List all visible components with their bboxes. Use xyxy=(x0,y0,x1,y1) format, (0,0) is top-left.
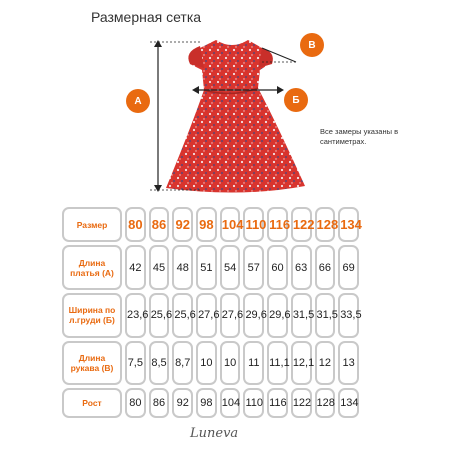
table-cell: 134 xyxy=(338,388,359,418)
table-cell: 13 xyxy=(338,341,359,386)
table-cell: 25,6 xyxy=(172,293,193,338)
table-cell: 104 xyxy=(220,207,241,242)
dress-shape xyxy=(166,40,305,193)
table-cell: 128 xyxy=(315,388,336,418)
table-cell: 92 xyxy=(172,388,193,418)
page-title: Размерная сетка xyxy=(91,9,202,25)
table-cell: 104 xyxy=(220,388,241,418)
table-cell: 80 xyxy=(125,207,146,242)
table-cell: 63 xyxy=(291,245,312,290)
table-cell: 51 xyxy=(196,245,217,290)
table-cell: 116 xyxy=(267,388,288,418)
row-header: Рост xyxy=(62,388,122,418)
table-cell: 80 xyxy=(125,388,146,418)
table-cell: 31,5 xyxy=(315,293,336,338)
brand-logo: Luneva xyxy=(190,426,239,441)
table-cell: 98 xyxy=(196,388,217,418)
table-cell: 11 xyxy=(243,341,264,386)
table-cell: 25,6 xyxy=(149,293,170,338)
table-cell: 54 xyxy=(220,245,241,290)
size-header-row xyxy=(62,207,359,242)
table-cell: 27,6 xyxy=(196,293,217,338)
table-row xyxy=(62,245,359,290)
table-cell: 11,1 xyxy=(267,341,288,386)
table-cell: 7,5 xyxy=(125,341,146,386)
table-cell: 12,1 xyxy=(291,341,312,386)
table-cell: 60 xyxy=(267,245,288,290)
table-cell: 128 xyxy=(315,207,336,242)
row-header: Размер xyxy=(62,207,122,242)
row-header: Длина платья (А) xyxy=(62,245,122,290)
table-cell: 23,6 xyxy=(125,293,146,338)
table-cell: 134 xyxy=(338,207,359,242)
table-cell: 29,6 xyxy=(243,293,264,338)
table-cell: 110 xyxy=(243,388,264,418)
table-row xyxy=(62,341,359,386)
table-cell: 98 xyxy=(196,207,217,242)
table-cell: 86 xyxy=(149,388,170,418)
table-cell: 8,7 xyxy=(172,341,193,386)
table-cell: 57 xyxy=(243,245,264,290)
label-c-circle: Б xyxy=(284,88,308,112)
table-cell: 33,5 xyxy=(338,293,359,338)
table-cell: 122 xyxy=(291,388,312,418)
table-cell: 12 xyxy=(315,341,336,386)
table-cell: 42 xyxy=(125,245,146,290)
label-a-circle: А xyxy=(126,89,150,113)
size-table xyxy=(59,204,362,421)
table-row xyxy=(62,293,359,338)
table-cell: 86 xyxy=(149,207,170,242)
table-cell: 10 xyxy=(220,341,241,386)
table-cell: 110 xyxy=(243,207,264,242)
table-cell: 69 xyxy=(338,245,359,290)
table-cell: 116 xyxy=(267,207,288,242)
table-cell: 122 xyxy=(291,207,312,242)
table-cell: 45 xyxy=(149,245,170,290)
measurement-note: Все замеры указаны в сантиметрах. xyxy=(320,127,399,146)
table-row xyxy=(62,388,359,418)
table-cell: 8,5 xyxy=(149,341,170,386)
table-cell: 66 xyxy=(315,245,336,290)
dress-figure xyxy=(0,0,450,200)
label-b-circle: В xyxy=(300,33,324,57)
table-cell: 10 xyxy=(196,341,217,386)
table-cell: 48 xyxy=(172,245,193,290)
table-cell: 29,6 xyxy=(267,293,288,338)
row-header: Длина рукава (В) xyxy=(62,341,122,386)
table-cell: 31,5 xyxy=(291,293,312,338)
row-header: Ширина по л.груди (Б) xyxy=(62,293,122,338)
table-cell: 92 xyxy=(172,207,193,242)
table-cell: 27,6 xyxy=(220,293,241,338)
